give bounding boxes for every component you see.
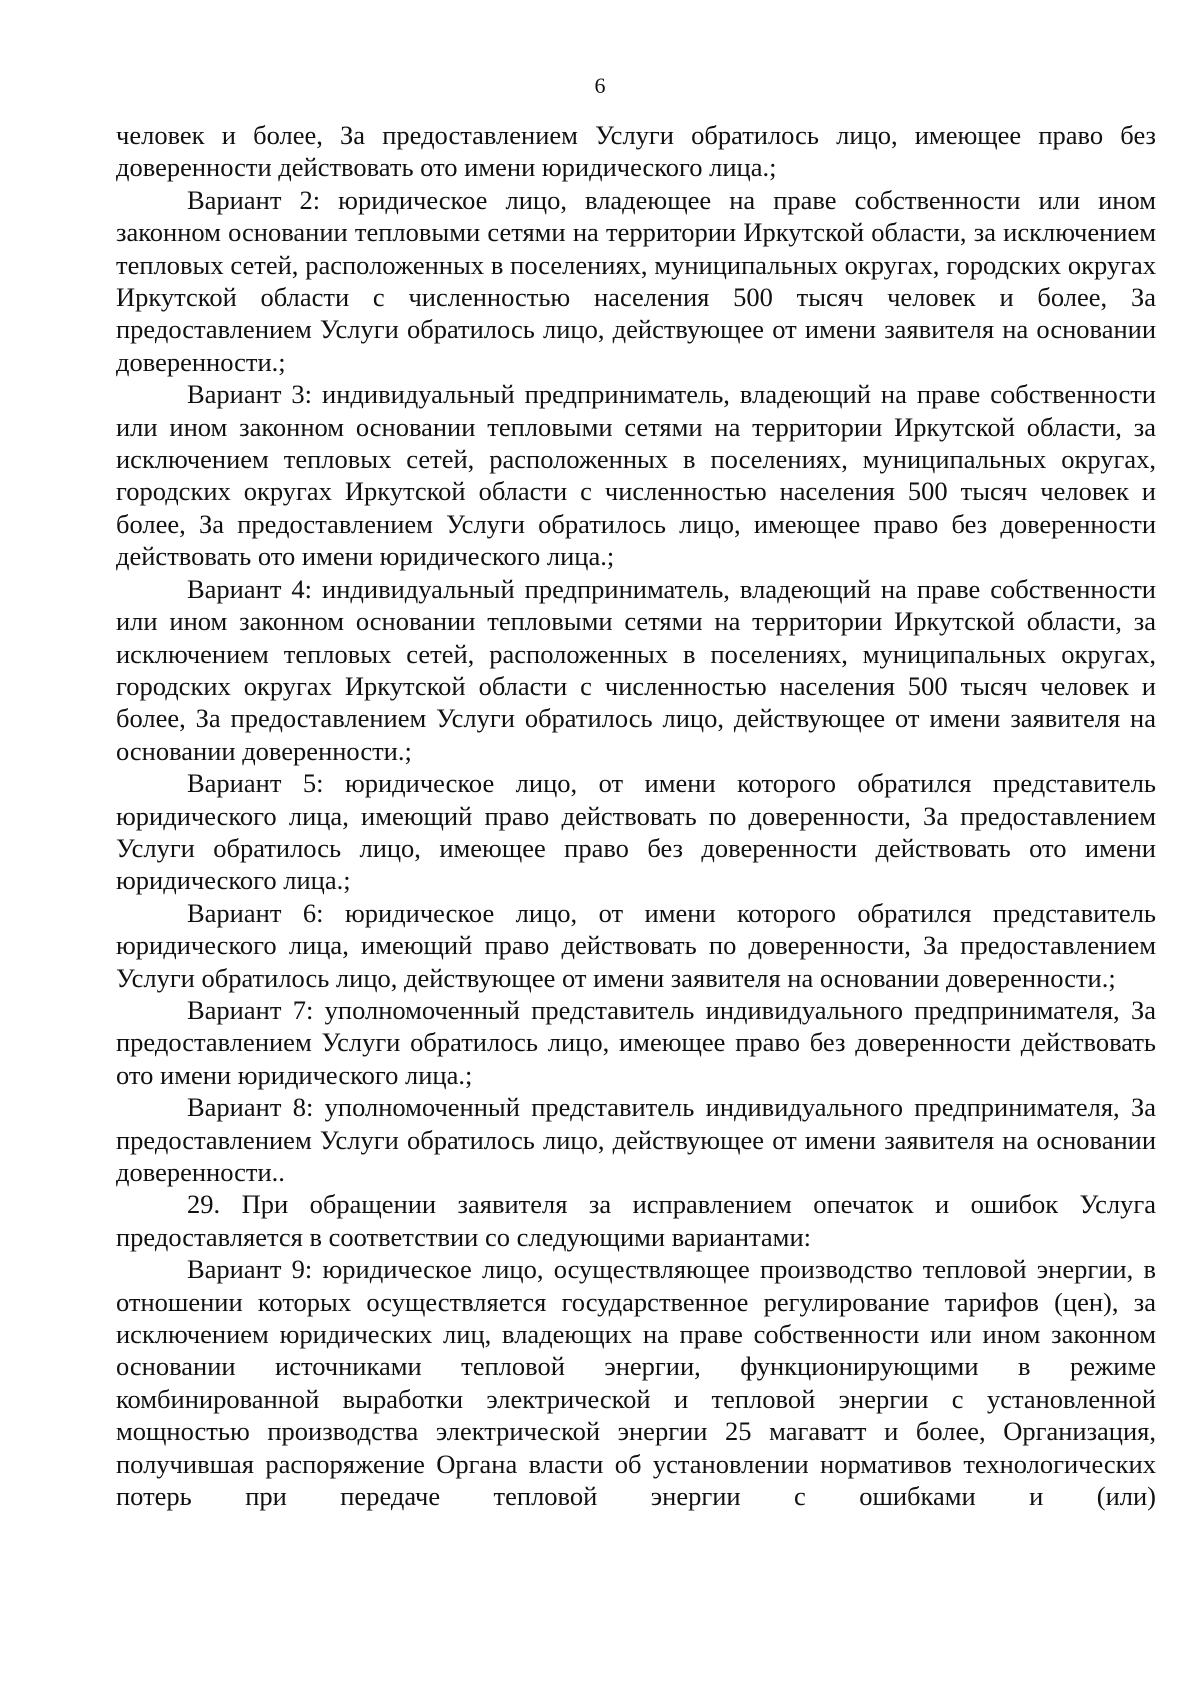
paragraph-variant-9: Вариант 9: юридическое лицо, осуществляющее производство тепловой энергии, в отношении которых осуществляется государственное регулирование тарифов (цен), за исключением юридических лиц, владеющих на праве собственности или ином законном основании источниками тепловой энергии, функционирующими в режиме комбинированной выработки электрической и тепловой энергии с установленной мощностью производства электрической энергии 25 магаватт и более, Организация, получившая распоряжение Органа власти об установлении нормативов технологических потерь при передаче тепловой энергии с ошибками и (или) <box>116 1254 1156 1512</box>
paragraph-variant-5: Вариант 5: юридическое лицо, от имени которого обратился представитель юридического лица, имеющий право действовать по доверенности, За предоставлением Услуги обратилось лицо, имеющее право без доверенности действовать ото имени юридического лица.; <box>116 768 1156 896</box>
paragraph-variant-2: Вариант 2: юридическое лицо, владеющее на праве собственности или ином законном основании тепловыми сетями на территории Иркутской области, за исключением тепловых сетей, расположенных в поселениях, муниципальных округах, городских округах Иркутской области с численностью населения 500 тысяч человек и более, За предоставлением Услуги обратилось лицо, действующее от имени заявителя на основании доверенности.; <box>116 184 1156 377</box>
paragraph-variant-7: Вариант 7: уполномоченный представитель индивидуального предпринимателя, За предоставлением Услуги обратилось лицо, имеющее право без доверенности действовать ото имени юридического лица.; <box>116 994 1156 1090</box>
document-body <box>116 119 1156 1512</box>
paragraph-variant-6: Вариант 6: юридическое лицо, от имени которого обратился представитель юридического лица, имеющий право действовать по доверенности, За предоставлением Услуги обратилось лицо, действующее от имени заявителя на основании доверенности.; <box>116 897 1156 993</box>
paragraph-continuation: человек и более, За предоставлением Услуги обратилось лицо, имеющее право без доверенности действовать ото имени юридического лица.; <box>116 120 1156 183</box>
paragraph-variant-8: Вариант 8: уполномоченный представитель индивидуального предпринимателя, За предоставлением Услуги обратилось лицо, действующее от имени заявителя на основании доверенности.. <box>116 1092 1156 1187</box>
paragraph-variant-4: Вариант 4: индивидуальный предприниматель, владеющий на праве собственности или ином законном основании тепловыми сетями на территории Иркутской области, за исключением тепловых сетей, расположенных в поселениях, муниципальных округах, городских округах Иркутской области с численностью населения 500 тысяч человек и более, За предоставлением Услуги обратилось лицо, действующее от имени заявителя на основании доверенности.; <box>116 573 1156 766</box>
paragraph-variant-3: Вариант 3: индивидуальный предприниматель, владеющий на праве собственности или ином законном основании тепловыми сетями на территории Иркутской области, за исключением тепловых сетей, расположенных в поселениях, муниципальных округах, городских округах Иркутской области с численностью населения 500 тысяч человек и более, За предоставлением Услуги обратилось лицо, имеющее право без доверенности действовать ото имени юридического лица.; <box>116 379 1156 572</box>
paragraph-clause-29: 29. При обращении заявителя за исправлением опечаток и ошибок Услуга предоставляется в соответствии со следующими вариантами: <box>116 1189 1156 1252</box>
page-number: 6 <box>594 73 606 98</box>
